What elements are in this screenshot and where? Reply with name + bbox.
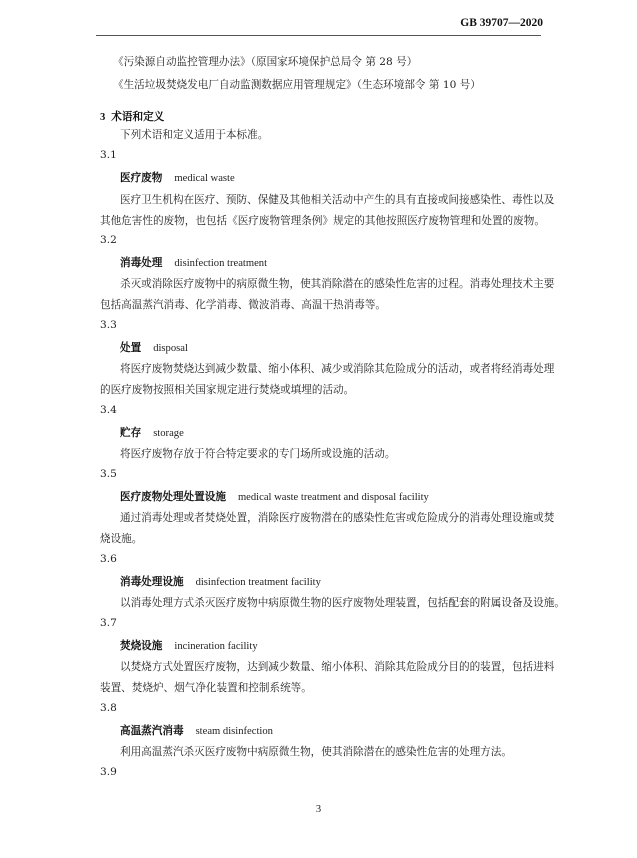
term-definition-line: 杀灭或消除医疗废物中的病原微生物，使其消除潜在的感染性危害的过程。消毒处理技术主要 <box>120 278 555 290</box>
term-definition-line: 将医疗废物存放于符合特定要求的专门场所或设施的活动。 <box>120 448 396 460</box>
term-name-cn: 焚烧设施 <box>120 640 163 652</box>
standard-number: GB 39707—2020 <box>460 17 543 29</box>
term-name-en: medical waste <box>174 173 235 184</box>
term-number: 3.1 <box>100 149 117 161</box>
term-definition-line: 通过消毒处理或者焚烧处置，消除医疗废物潜在的感染性危害或危险成分的消毒处理设施或焚 <box>120 512 555 524</box>
term-number: 3.7 <box>100 617 117 629</box>
term-name-en: medical waste treatment and disposal facility <box>237 492 429 503</box>
term-name-cn: 贮存 <box>120 427 142 439</box>
term-heading <box>120 638 258 653</box>
term-definition-line: 包括高温蒸汽消毒、化学消毒、微波消毒、高温干热消毒等。 <box>100 299 387 311</box>
reference-line: 《生活垃圾焚烧发电厂自动监测数据应用管理规定》（生态环境部令 第 10 号） <box>113 79 481 91</box>
page-number: 3 <box>315 804 322 815</box>
term-number: 3.2 <box>100 234 117 246</box>
term-number: 3.9 <box>100 766 117 778</box>
term-name-cn: 医疗废物 <box>120 172 163 184</box>
term-name-en: disposal <box>153 343 188 354</box>
reference-line: 《污染源自动监控管理办法》（原国家环境保护总局令 第 28 号） <box>113 56 418 68</box>
term-number: 3.6 <box>100 553 117 565</box>
term-name-en: steam disinfection <box>195 726 273 737</box>
term-heading <box>120 489 429 504</box>
term-definition-line: 的医疗废物按照相关国家规定进行焚烧或填埋的活动。 <box>100 384 355 396</box>
term-name-en: incineration facility <box>174 641 258 652</box>
term-heading <box>120 170 235 185</box>
term-definition-line: 利用高温蒸汽杀灭医疗废物中病原微生物，使其消除潜在的感染性危害的处理方法。 <box>120 746 512 758</box>
term-number: 3.4 <box>100 404 117 416</box>
term-name-cn: 处置 <box>120 342 142 354</box>
term-heading <box>120 425 184 440</box>
term-definition-line: 装置、焚烧炉、烟气净化装置和控制系统等。 <box>100 682 312 694</box>
term-number: 3.8 <box>100 702 117 714</box>
term-number: 3.5 <box>100 468 117 480</box>
term-heading <box>120 574 321 589</box>
term-name-cn: 医疗废物处理处置设施 <box>120 491 226 503</box>
term-heading <box>120 723 273 738</box>
term-name-cn: 消毒处理 <box>120 257 163 269</box>
term-definition-line: 以消毒处理方式杀灭医疗废物中病原微生物的医疗废物处理装置，包括配套的附属设备及设施。 <box>120 597 565 609</box>
term-name-cn: 高温蒸汽消毒 <box>120 725 184 737</box>
term-heading <box>120 255 267 270</box>
header-rule <box>96 35 541 36</box>
term-name-en: disinfection treatment <box>174 258 268 269</box>
term-name-en: disinfection treatment facility <box>195 577 321 588</box>
section-number: 3 <box>100 112 106 123</box>
section-intro: 下列术语和定义适用于本标准。 <box>120 129 269 141</box>
term-name-cn: 消毒处理设施 <box>120 576 184 588</box>
term-definition-line: 其他危害性的废物，也包括《医疗废物管理条例》规定的其他按照医疗废物管理和处置的废物。 <box>100 215 545 227</box>
term-definition-line: 以焚烧方式处置医疗废物，达到减少数量、缩小体积、消除其危险成分目的的装置，包括进料 <box>120 661 555 673</box>
section-heading <box>100 109 164 124</box>
term-heading <box>120 340 188 355</box>
term-definition-line: 烧设施。 <box>100 533 143 545</box>
term-number: 3.3 <box>100 319 117 331</box>
term-definition-line: 医疗卫生机构在医疗、预防、保健及其他相关活动中产生的具有直接或间接感染性、毒性以及 <box>120 194 555 206</box>
term-definition-line: 将医疗废物焚烧达到减少数量、缩小体积、减少或消除其危险成分的活动，或者将经消毒处理 <box>120 363 555 375</box>
section-title: 术语和定义 <box>111 111 165 123</box>
term-name-en: storage <box>153 428 184 439</box>
